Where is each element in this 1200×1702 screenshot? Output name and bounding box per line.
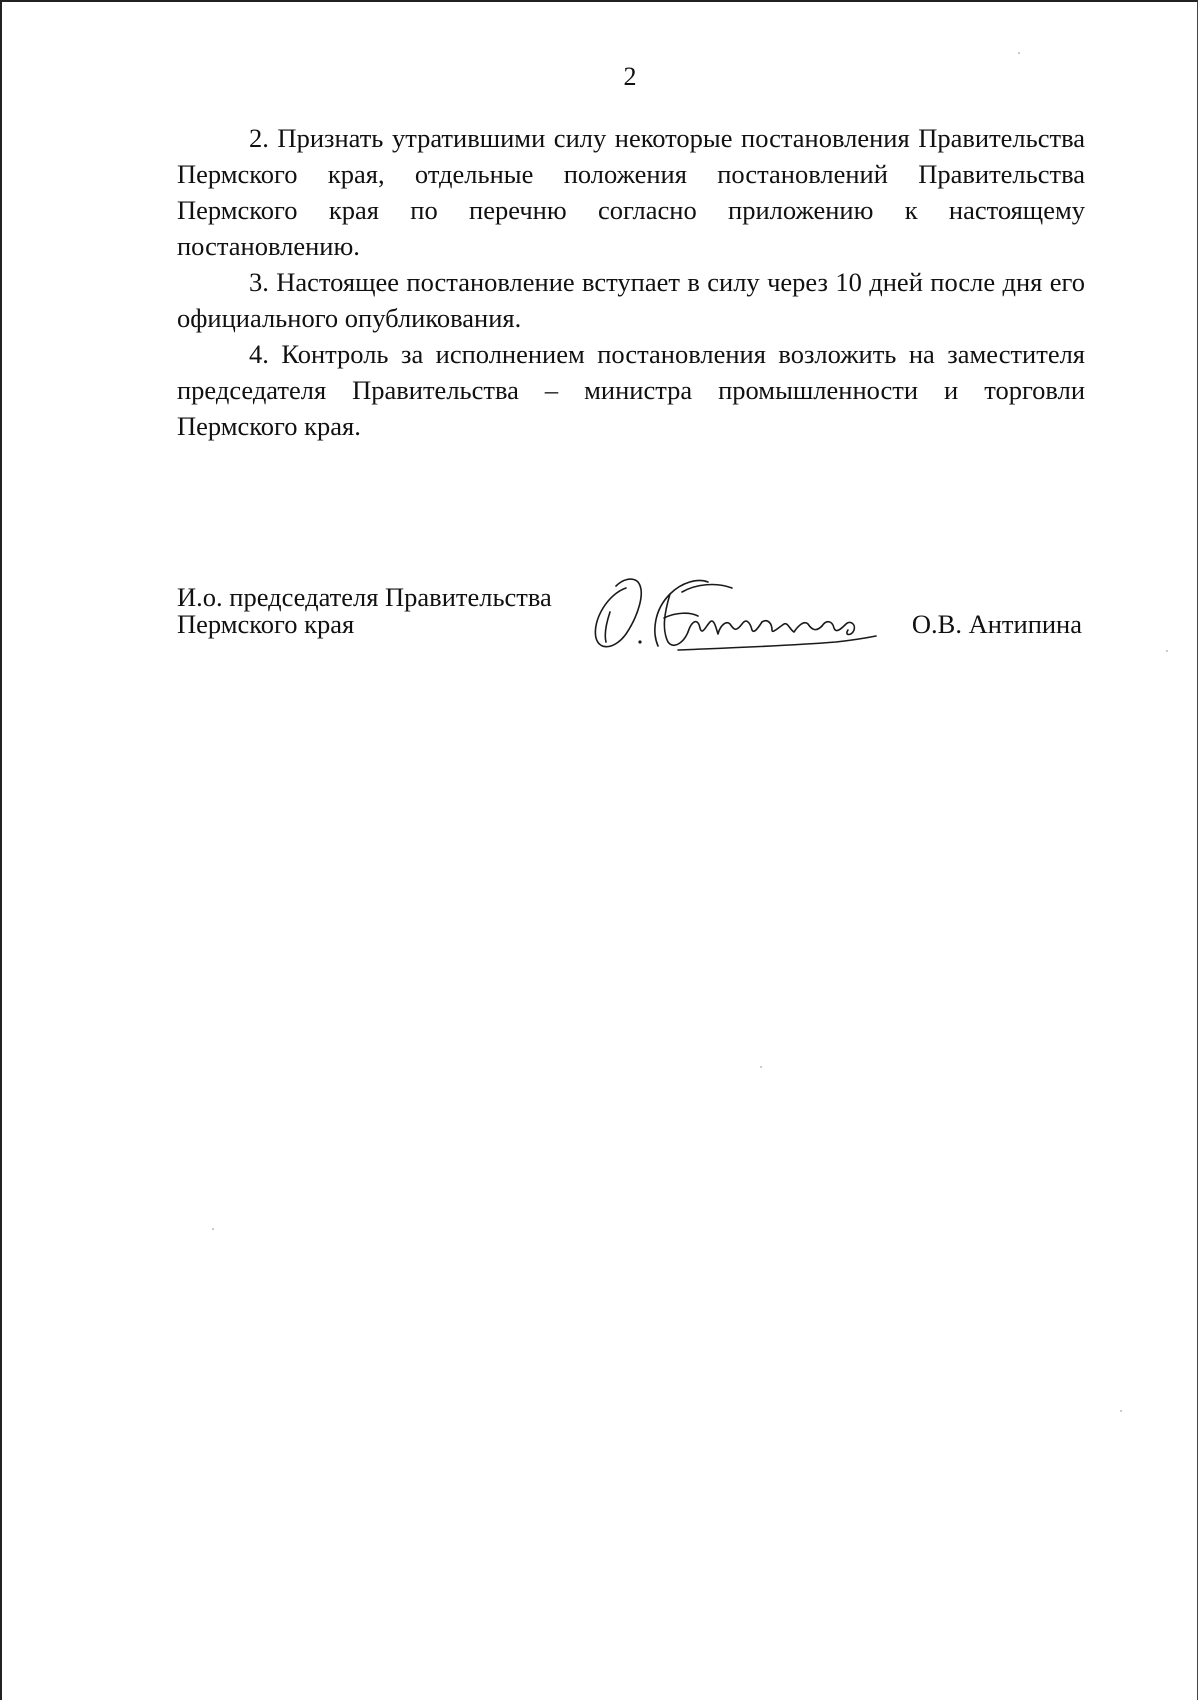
paragraph-3: 3. Настоящее постановление вступает в силу через 10 дней после дня его официального опубликования.: [177, 267, 1085, 333]
document-body: [177, 120, 1085, 444]
scan-speck: [212, 1228, 214, 1230]
paragraph-4: 4. Контроль за исполнением постановления возложить на заместителя председателя Правительства – министра промышленности и торговли Пермского края.: [177, 339, 1085, 441]
scan-speck: [1166, 650, 1168, 652]
scan-speck: [760, 1066, 762, 1068]
paragraph-2: 2. Признать утратившими силу некоторые постановления Правительства Пермского края, отдельные положения постановлений Правительства Пермского края по перечню согласно приложению к настоящему постановлению.: [177, 123, 1085, 261]
scan-speck: [1120, 1410, 1122, 1412]
signature-block: [177, 584, 1085, 664]
scan-speck: [1018, 52, 1020, 54]
signatory-title-line2: Пермского края: [177, 609, 355, 639]
signatory-name: О.В. Антипина: [911, 609, 1082, 639]
signatory-title: [177, 584, 552, 638]
signatory-title-line1: И.о. председателя Правительства: [177, 582, 552, 612]
page-number: 2: [623, 62, 637, 91]
handwritten-signature: [586, 572, 906, 656]
